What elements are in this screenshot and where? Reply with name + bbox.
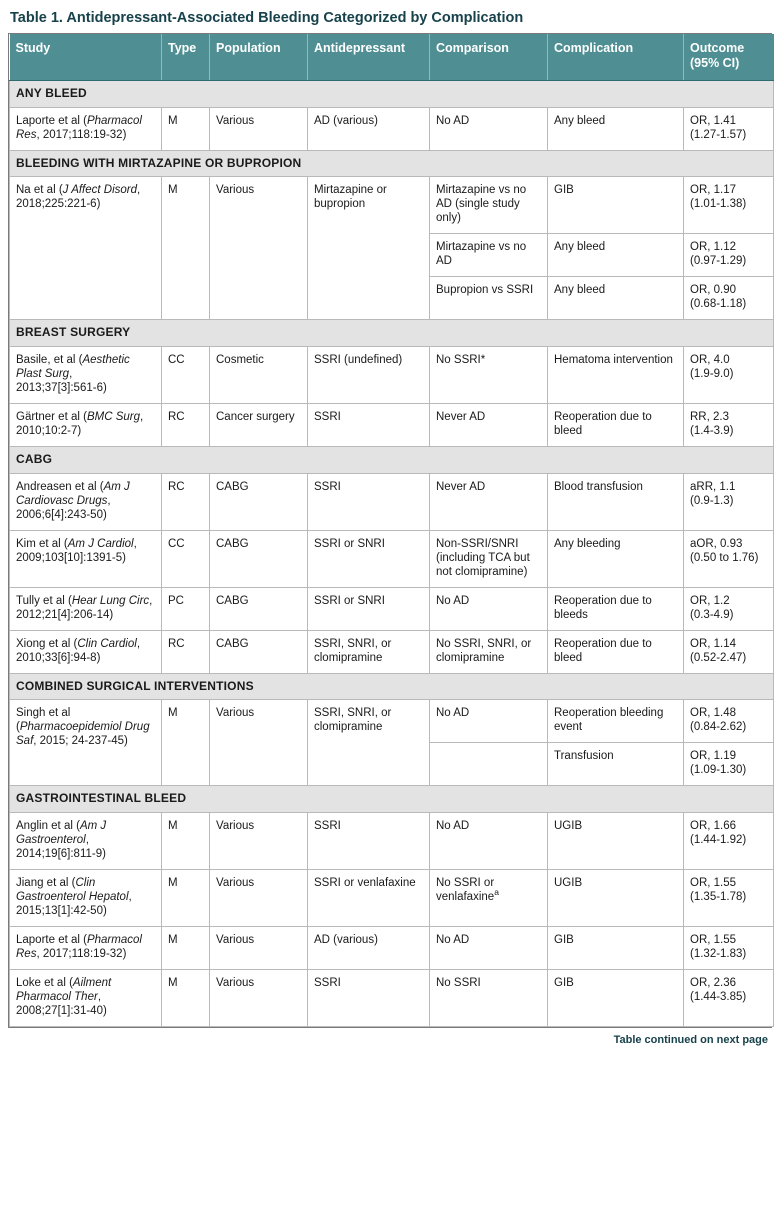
cell-outcome: aRR, 1.1 (0.9-1.3) — [684, 473, 774, 530]
cell-outcome: OR, 1.41 (1.27-1.57) — [684, 107, 774, 150]
section-heading-row — [10, 446, 774, 473]
cell-population: CABG — [210, 473, 308, 530]
cell-outcome: OR, 1.14 (0.52-2.47) — [684, 630, 774, 673]
section-heading: ANY BLEED — [10, 80, 774, 107]
col-header-study: Study — [10, 34, 162, 80]
cell-complication: Any bleed — [548, 234, 684, 277]
cell-population: Various — [210, 177, 308, 320]
cell-outcome: OR, 1.19 (1.09-1.30) — [684, 743, 774, 786]
cell-comparison — [430, 743, 548, 786]
cell-type: M — [162, 813, 210, 870]
cell-study: Laporte et al (Pharmacol Res, 2017;118:19-32) — [10, 107, 162, 150]
cell-outcome: OR, 1.55 (1.32-1.83) — [684, 927, 774, 970]
col-header-comparison: Comparison — [430, 34, 548, 80]
cell-population: Cancer surgery — [210, 403, 308, 446]
cell-comparison: Never AD — [430, 403, 548, 446]
cell-complication: UGIB — [548, 813, 684, 870]
cell-study: Anglin et al (Am J Gastroenterol, 2014;19[6]:811-9) — [10, 813, 162, 870]
cell-population: CABG — [210, 587, 308, 630]
cell-comparison: No AD — [430, 107, 548, 150]
table-row — [10, 630, 774, 673]
cell-study: Loke et al (Ailment Pharmacol Ther, 2008;27[1]:31-40) — [10, 970, 162, 1027]
cell-antidepressant: SSRI, SNRI, or clomipramine — [308, 700, 430, 786]
cell-outcome: OR, 1.2 (0.3-4.9) — [684, 587, 774, 630]
cell-complication: GIB — [548, 970, 684, 1027]
cell-antidepressant: SSRI, SNRI, or clomipramine — [308, 630, 430, 673]
section-heading: GASTROINTESTINAL BLEED — [10, 786, 774, 813]
cell-study: Tully et al (Hear Lung Circ, 2012;21[4]:206-14) — [10, 587, 162, 630]
section-heading: BREAST SURGERY — [10, 320, 774, 347]
col-header-outcome: Outcome (95% CI) — [684, 34, 774, 80]
cell-outcome: OR, 1.55 (1.35-1.78) — [684, 870, 774, 927]
cell-complication: Hematoma intervention — [548, 346, 684, 403]
col-header-complication: Complication — [548, 34, 684, 80]
section-heading: CABG — [10, 446, 774, 473]
cell-type: M — [162, 870, 210, 927]
cell-complication: UGIB — [548, 870, 684, 927]
section-heading-row — [10, 320, 774, 347]
section-heading: COMBINED SURGICAL INTERVENTIONS — [10, 673, 774, 700]
section-heading-row — [10, 80, 774, 107]
cell-study: Laporte et al (Pharmacol Res, 2017;118:19-32) — [10, 927, 162, 970]
cell-population: CABG — [210, 530, 308, 587]
table-row — [10, 587, 774, 630]
cell-complication: Reoperation due to bleed — [548, 403, 684, 446]
cell-study: Gärtner et al (BMC Surg, 2010;10:2-7) — [10, 403, 162, 446]
cell-population: Various — [210, 870, 308, 927]
cell-type: M — [162, 177, 210, 320]
cell-type: PC — [162, 587, 210, 630]
section-heading-row — [10, 786, 774, 813]
cell-study: Singh et al (Pharmacoepidemiol Drug Saf, 2015; 24-237-45) — [10, 700, 162, 786]
cell-outcome: OR, 1.12 (0.97-1.29) — [684, 234, 774, 277]
cell-complication: Any bleed — [548, 107, 684, 150]
cell-antidepressant: SSRI — [308, 403, 430, 446]
cell-outcome: OR, 1.48 (0.84-2.62) — [684, 700, 774, 743]
table-body — [10, 80, 774, 1026]
table-row — [10, 346, 774, 403]
cell-type: M — [162, 107, 210, 150]
cell-complication: GIB — [548, 177, 684, 234]
cell-comparison: Mirtazapine vs no AD — [430, 234, 548, 277]
cell-type: M — [162, 927, 210, 970]
cell-outcome: OR, 2.36 (1.44-3.85) — [684, 970, 774, 1027]
cell-population: Various — [210, 107, 308, 150]
cell-antidepressant: SSRI — [308, 813, 430, 870]
antidepressant-bleeding-table — [9, 34, 774, 1027]
cell-complication: Blood transfusion — [548, 473, 684, 530]
cell-type: RC — [162, 630, 210, 673]
cell-antidepressant: SSRI or SNRI — [308, 530, 430, 587]
cell-complication: Reoperation bleeding event — [548, 700, 684, 743]
cell-population: Various — [210, 813, 308, 870]
table-row — [10, 530, 774, 587]
cell-population: Various — [210, 700, 308, 786]
cell-population: Cosmetic — [210, 346, 308, 403]
cell-study: Jiang et al (Clin Gastroenterol Hepatol, 2015;13[1]:42-50) — [10, 870, 162, 927]
cell-comparison: No AD — [430, 927, 548, 970]
cell-type: CC — [162, 346, 210, 403]
cell-complication: GIB — [548, 927, 684, 970]
cell-complication: Transfusion — [548, 743, 684, 786]
cell-comparison: No SSRI — [430, 970, 548, 1027]
cell-outcome: aOR, 0.93 (0.50 to 1.76) — [684, 530, 774, 587]
cell-type: RC — [162, 473, 210, 530]
col-header-antidepressant: Antidepressant — [308, 34, 430, 80]
cell-comparison: No SSRI* — [430, 346, 548, 403]
cell-outcome: RR, 2.3 (1.4-3.9) — [684, 403, 774, 446]
cell-study: Basile, et al (Aesthetic Plast Surg, 2013;37[3]:561-6) — [10, 346, 162, 403]
cell-study: Andreasen et al (Am J Cardiovasc Drugs, 2006;6[4]:243-50) — [10, 473, 162, 530]
cell-comparison: No SSRI, SNRI, or clomipramine — [430, 630, 548, 673]
cell-population: Various — [210, 927, 308, 970]
cell-comparison: Mirtazapine vs no AD (single study only) — [430, 177, 548, 234]
cell-antidepressant: SSRI (undefined) — [308, 346, 430, 403]
table-row — [10, 813, 774, 870]
table-row — [10, 927, 774, 970]
cell-comparison: Non-SSRI/SNRI (including TCA but not clomipramine) — [430, 530, 548, 587]
table-head — [10, 34, 774, 80]
cell-complication: Reoperation due to bleed — [548, 630, 684, 673]
table-row — [10, 870, 774, 927]
cell-complication: Any bleeding — [548, 530, 684, 587]
col-header-type: Type — [162, 34, 210, 80]
cell-outcome: OR, 4.0 (1.9-9.0) — [684, 346, 774, 403]
table-continuation-note: Table continued on next page — [613, 1034, 768, 1047]
cell-study: Na et al (J Affect Disord, 2018;225:221-6) — [10, 177, 162, 320]
cell-study: Xiong et al (Clin Cardiol, 2010;33[6]:94-8) — [10, 630, 162, 673]
cell-complication: Any bleed — [548, 277, 684, 320]
table-title: Table 1. Antidepressant-Associated Bleeding Categorized by Complication — [10, 10, 524, 26]
cell-outcome: OR, 1.66 (1.44-1.92) — [684, 813, 774, 870]
section-heading-row — [10, 673, 774, 700]
cell-antidepressant: SSRI or SNRI — [308, 587, 430, 630]
cell-outcome: OR, 1.17 (1.01-1.38) — [684, 177, 774, 234]
cell-antidepressant: SSRI or venlafaxine — [308, 870, 430, 927]
cell-comparison: No SSRI or venlafaxine$^a$ — [430, 870, 548, 927]
cell-antidepressant: AD (various) — [308, 927, 430, 970]
cell-comparison: No AD — [430, 700, 548, 743]
cell-comparison: No AD — [430, 587, 548, 630]
table-row — [10, 177, 774, 234]
cell-antidepressant: SSRI — [308, 970, 430, 1027]
cell-type: M — [162, 970, 210, 1027]
table-wrapper — [8, 33, 772, 1028]
cell-antidepressant: Mirtazapine or bupropion — [308, 177, 430, 320]
cell-comparison: Bupropion vs SSRI — [430, 277, 548, 320]
table-row — [10, 700, 774, 743]
cell-antidepressant: AD (various) — [308, 107, 430, 150]
cell-type: M — [162, 700, 210, 786]
col-header-population: Population — [210, 34, 308, 80]
cell-study: Kim et al (Am J Cardiol, 2009;103[10]:1391-5) — [10, 530, 162, 587]
section-heading-row — [10, 150, 774, 177]
cell-population: Various — [210, 970, 308, 1027]
table-row — [10, 107, 774, 150]
cell-type: RC — [162, 403, 210, 446]
section-heading: BLEEDING WITH MIRTAZAPINE OR BUPROPION — [10, 150, 774, 177]
cell-population: CABG — [210, 630, 308, 673]
cell-type: CC — [162, 530, 210, 587]
cell-comparison: Never AD — [430, 473, 548, 530]
header-row — [10, 34, 774, 80]
cell-antidepressant: SSRI — [308, 473, 430, 530]
cell-outcome: OR, 0.90 (0.68-1.18) — [684, 277, 774, 320]
cell-comparison: No AD — [430, 813, 548, 870]
cell-complication: Reoperation due to bleeds — [548, 587, 684, 630]
table-row — [10, 403, 774, 446]
table-row — [10, 970, 774, 1027]
table-row — [10, 473, 774, 530]
